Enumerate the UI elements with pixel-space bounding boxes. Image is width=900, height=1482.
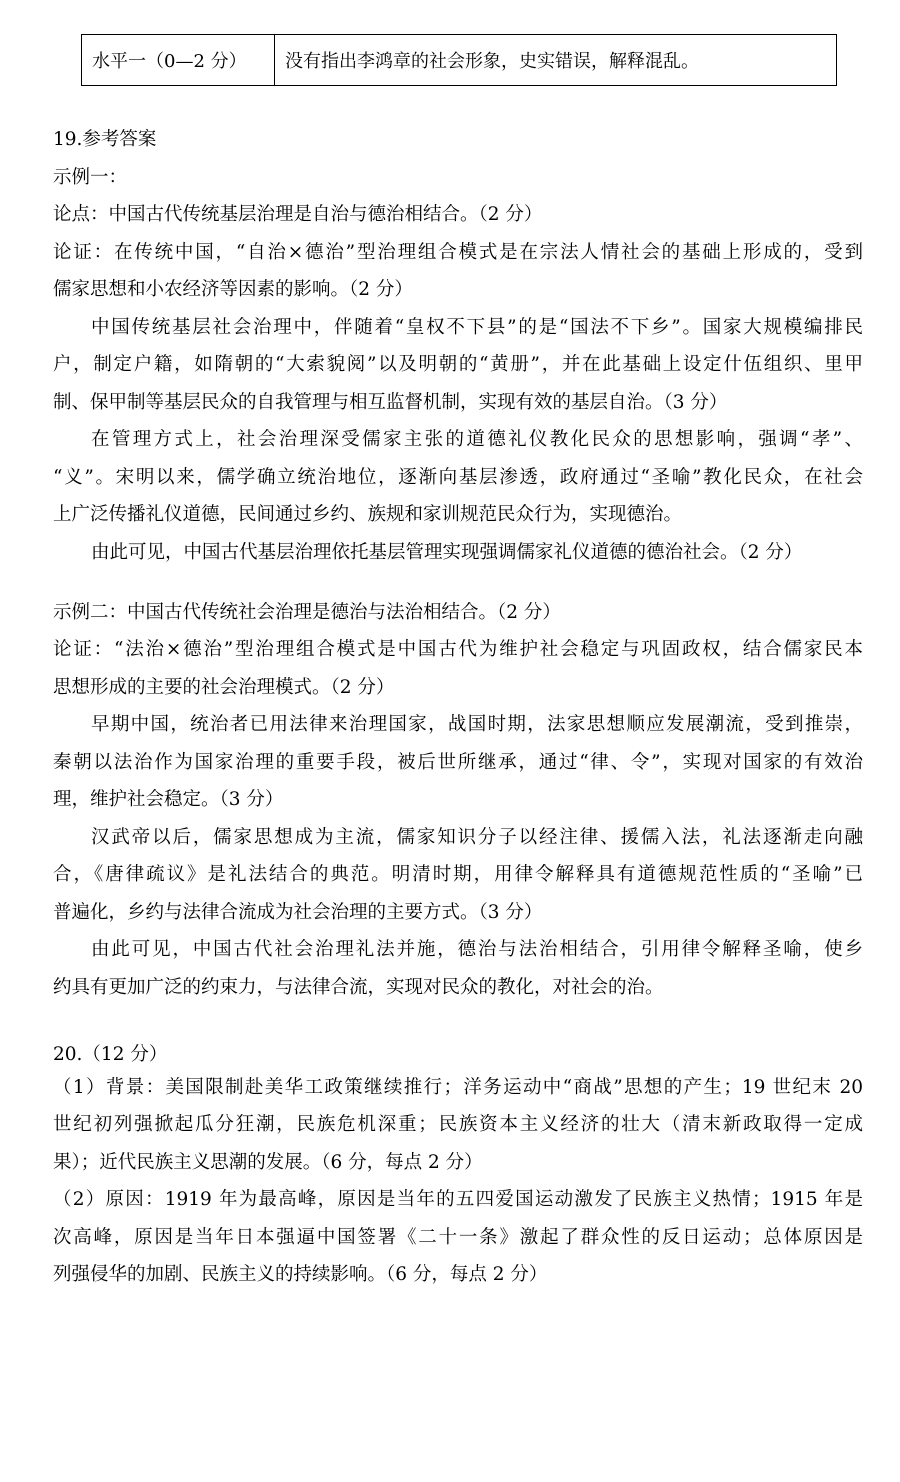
example-2-paragraph-line: 秦朝以法治作为国家治理的重要手段，被后世所继承，通过“律、令”，实现对国家的有效治 — [53, 752, 863, 773]
scoring-rubric-table — [81, 34, 837, 86]
example-2-conclusion-line: 由此可见，中国古代社会治理礼法并施，德治与法治相结合，引用律令解释圣喻，使乡 — [91, 939, 863, 960]
example-1-paragraph-line: “义”。宋明以来，儒学确立统治地位，逐渐向基层渗透，政府通过“圣喻”教化民众，在社会 — [53, 467, 863, 488]
example-2-paragraph-line: 汉武帝以后，儒家思想成为主流，儒家知识分子以经注律、援儒入法，礼法逐渐走向融 — [91, 827, 863, 848]
q20-heading: 20.（12 分） — [53, 1044, 168, 1065]
example-1-label: 示例一： — [53, 167, 128, 188]
example-2-argument-line: 论证：“法治×德治”型治理组合模式是中国古代为维护社会稳定与巩固政权，结合儒家民本 — [53, 639, 863, 660]
example-1-paragraph-line: 制、保甲制等基层民众的自我管理与相互监督机制，实现有效的基层自治。（3 分） — [53, 392, 728, 413]
q19-heading: 19.参考答案 — [53, 129, 157, 150]
rubric-description-cell: 没有指出李鸿章的社会形象，史实错误，解释混乱。 — [275, 35, 837, 86]
example-2-conclusion-line: 约具有更加广泛的约束力，与法律合流，实现对民众的教化，对社会的治。 — [53, 977, 664, 998]
example-1-argument-line: 论证：在传统中国，“自治×德治”型治理组合模式是在宗法人情社会的基础上形成的，受到 — [53, 242, 863, 263]
q20-part2-line: （2）原因：1919 年为最高峰，原因是当年的五四爱国运动激发了民族主义热情；1915 年是 — [53, 1189, 863, 1210]
q20-part2-line: 列强侵华的加剧、民族主义的持续影响。（6 分，每点 2 分） — [53, 1264, 548, 1285]
example-1-paragraph-line: 上广泛传播礼仪道德，民间通过乡约、族规和家训规范民众行为，实现德治。 — [53, 504, 683, 525]
example-1-conclusion: 由此可见，中国古代基层治理依托基层管理实现强调儒家礼仪道德的德治社会。（2 分） — [91, 542, 803, 563]
example-2-paragraph-line: 合，《唐律疏议》是礼法结合的典范。明清时期，用律令解释具有道德规范性质的“圣喻”已 — [53, 864, 863, 885]
example-1-thesis: 论点：中国古代传统基层治理是自治与德治相结合。（2 分） — [53, 204, 543, 225]
example-2-thesis: 示例二：中国古代传统社会治理是德治与法治相结合。（2 分） — [53, 602, 561, 623]
example-2-paragraph-line: 早期中国，统治者已用法律来治理国家，战国时期，法家思想顺应发展潮流，受到推崇， — [91, 714, 863, 735]
rubric-row-level-1 — [82, 35, 837, 86]
example-1-paragraph-line: 户，制定户籍，如隋朝的“大索貌阅”以及明朝的“黄册”，并在此基础上设定什伍组织、里甲 — [53, 354, 863, 375]
q20-part1-line: （1）背景：美国限制赴美华工政策继续推行；洋务运动中“商战”思想的产生；19 世纪末 20 — [53, 1077, 863, 1098]
example-2-argument-line: 思想形成的主要的社会治理模式。（2 分） — [53, 677, 395, 698]
example-1-paragraph-line: 中国传统基层社会治理中，伴随着“皇权不下县”的是“国法不下乡”。国家大规模编排民 — [91, 317, 863, 338]
q20-part1-line: 世纪初列强掀起瓜分狂潮，民族危机深重；民族资本主义经济的壮大（清末新政取得一定成 — [53, 1114, 863, 1135]
example-1-paragraph-line: 在管理方式上，社会治理深受儒家主张的道德礼仪教化民众的思想影响，强调“孝”、 — [91, 429, 863, 450]
example-1-argument-line: 儒家思想和小农经济等因素的影响。（2 分） — [53, 279, 413, 300]
q20-part2-line: 次高峰，原因是当年日本强逼中国签署《二十一条》激起了群众性的反日运动；总体原因是 — [53, 1227, 863, 1248]
example-2-paragraph-line: 普遍化，乡约与法律合流成为社会治理的主要方式。（3 分） — [53, 902, 543, 923]
q20-part1-line: 果）；近代民族主义思潮的发展。（6 分，每点 2 分） — [53, 1152, 483, 1173]
example-2-paragraph-line: 理，维护社会稳定。（3 分） — [53, 789, 284, 810]
rubric-level-cell: 水平一（0—2 分） — [82, 35, 275, 86]
